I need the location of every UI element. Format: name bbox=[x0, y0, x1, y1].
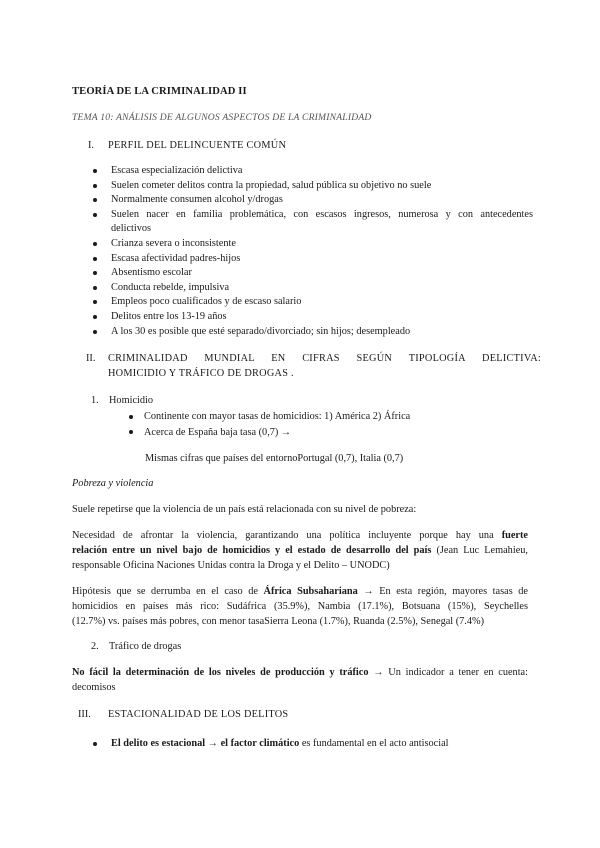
poverty-paragraph-2-line1 bbox=[72, 529, 528, 544]
list-item: Normalmente consumen alcohol y/drogas bbox=[93, 193, 533, 208]
bold-text-run: No fácil la determinación de los niveles de producción y tráfico bbox=[72, 667, 369, 678]
text-run: → Un indicador a tener en cuenta: bbox=[368, 667, 528, 678]
list-item-continuation: delictivos bbox=[111, 223, 152, 235]
bold-text-run: El delito es estacional bbox=[111, 738, 206, 749]
list-item: A los 30 es posible que esté separado/divorciado; sin hijos; desempleado bbox=[93, 325, 533, 340]
list-item: Conducta rebelde, impulsiva bbox=[93, 281, 533, 296]
subsection-1-number: 1. bbox=[91, 395, 99, 406]
list-item: Absentismo escolar bbox=[93, 266, 533, 281]
arrow-text: → bbox=[205, 738, 221, 749]
section-2-title-line1: CRIMINALIDAD MUNDIAL EN CIFRAS SEGÚN TIPOLOGÍA DELICTIVA: bbox=[108, 353, 541, 364]
section-1-title: PERFIL DEL DELINCUENTE COMÚN bbox=[108, 140, 287, 151]
text-run: Hipótesis que se derrumba en el caso de bbox=[72, 586, 264, 597]
drug-paragraph-line2: decomisos bbox=[72, 682, 116, 693]
document-title: TEORÍA DE LA CRIMINALIDAD II bbox=[72, 86, 247, 97]
section-2-number: II. bbox=[86, 353, 96, 364]
homicide-note: Mismas cifras que países del entornoPortugal (0,7), Italia (0,7) bbox=[145, 453, 404, 464]
list-item: Escasa especialización delictiva bbox=[93, 164, 533, 179]
drug-paragraph-line1 bbox=[72, 666, 528, 681]
bold-text-run: fuerte bbox=[501, 530, 528, 541]
section-2-title-line2: HOMICIDIO Y TRÁFICO DE DROGAS . bbox=[108, 368, 294, 379]
seasonality-bullet-list bbox=[93, 737, 533, 752]
poverty-paragraph-2-line2 bbox=[72, 544, 528, 559]
list-item: Suelen cometer delitos contra la propiedad, salud pública su objetivo no suele bbox=[93, 179, 533, 194]
list-item: Delitos entre los 13-19 años bbox=[93, 310, 533, 325]
list-item: Acerca de España baja tasa (0,7) → bbox=[129, 425, 410, 441]
bold-text-run: relación entre un nivel bajo de homicidios y el estado de desarrollo del país bbox=[72, 545, 432, 556]
poverty-paragraph-1: Suele repetirse que la violencia de un país está relacionada con su nivel de pobreza: bbox=[72, 504, 417, 515]
poverty-paragraph-3-line3: (12.7%) vs. países más pobres, con menor tasaSierra Leona (1.7%), Ruanda (2.5%), Senegal (7.4%) bbox=[72, 616, 485, 627]
profile-bullet-list bbox=[93, 164, 533, 339]
poverty-paragraph-3-line2: homicidios en países más rico: Sudáfrica (35.9%), Nambia (17.1%), Botsuana (15%), Seychelles bbox=[72, 601, 528, 612]
list-item: Suelen nacer en familia problemática, con escasos ingresos, numerosa y con antecedentes bbox=[93, 208, 533, 223]
subsection-2-number: 2. bbox=[91, 641, 99, 652]
bold-text-run: África Subsahariana bbox=[263, 586, 358, 597]
text-run: Necesidad de afrontar la violencia, garantizando una política incluyente porque hay una bbox=[72, 530, 502, 541]
text-run: es fundamental en el acto antisocial bbox=[299, 738, 449, 749]
list-item: Escasa afectividad padres-hijos bbox=[93, 252, 533, 267]
list-item: Continente con mayor tasas de homicidios: 1) América 2) África bbox=[129, 409, 410, 425]
text-run: → En esta región, mayores tasas de bbox=[357, 586, 528, 597]
section-1-number: I. bbox=[88, 140, 95, 151]
poverty-paragraph-2-line3: responsable Oficina Naciones Unidas contra la Droga y el Delito – UNODC) bbox=[72, 560, 390, 571]
poverty-heading: Pobreza y violencia bbox=[72, 478, 154, 489]
bold-text-run: el factor climático bbox=[220, 738, 300, 749]
poverty-paragraph-3-line1 bbox=[72, 585, 528, 600]
section-3-number: III. bbox=[78, 709, 91, 720]
list-item: Crianza severa o inconsistente bbox=[93, 237, 533, 252]
list-item bbox=[93, 737, 533, 752]
list-item: Empleos poco cualificados y de escaso salario bbox=[93, 295, 533, 310]
text-run: (Jean Luc Lemahieu, bbox=[431, 545, 528, 556]
topic-subtitle: TEMA 10: ANÁLISIS DE ALGUNOS ASPECTOS DE LA CRIMINALIDAD bbox=[72, 112, 372, 123]
section-3-title: ESTACIONALIDAD DE LOS DELITOS bbox=[108, 709, 289, 720]
homicide-bullet-list bbox=[129, 409, 410, 440]
subsection-2-title: Tráfico de drogas bbox=[109, 641, 182, 652]
subsection-1-title: Homicidio bbox=[109, 395, 154, 406]
